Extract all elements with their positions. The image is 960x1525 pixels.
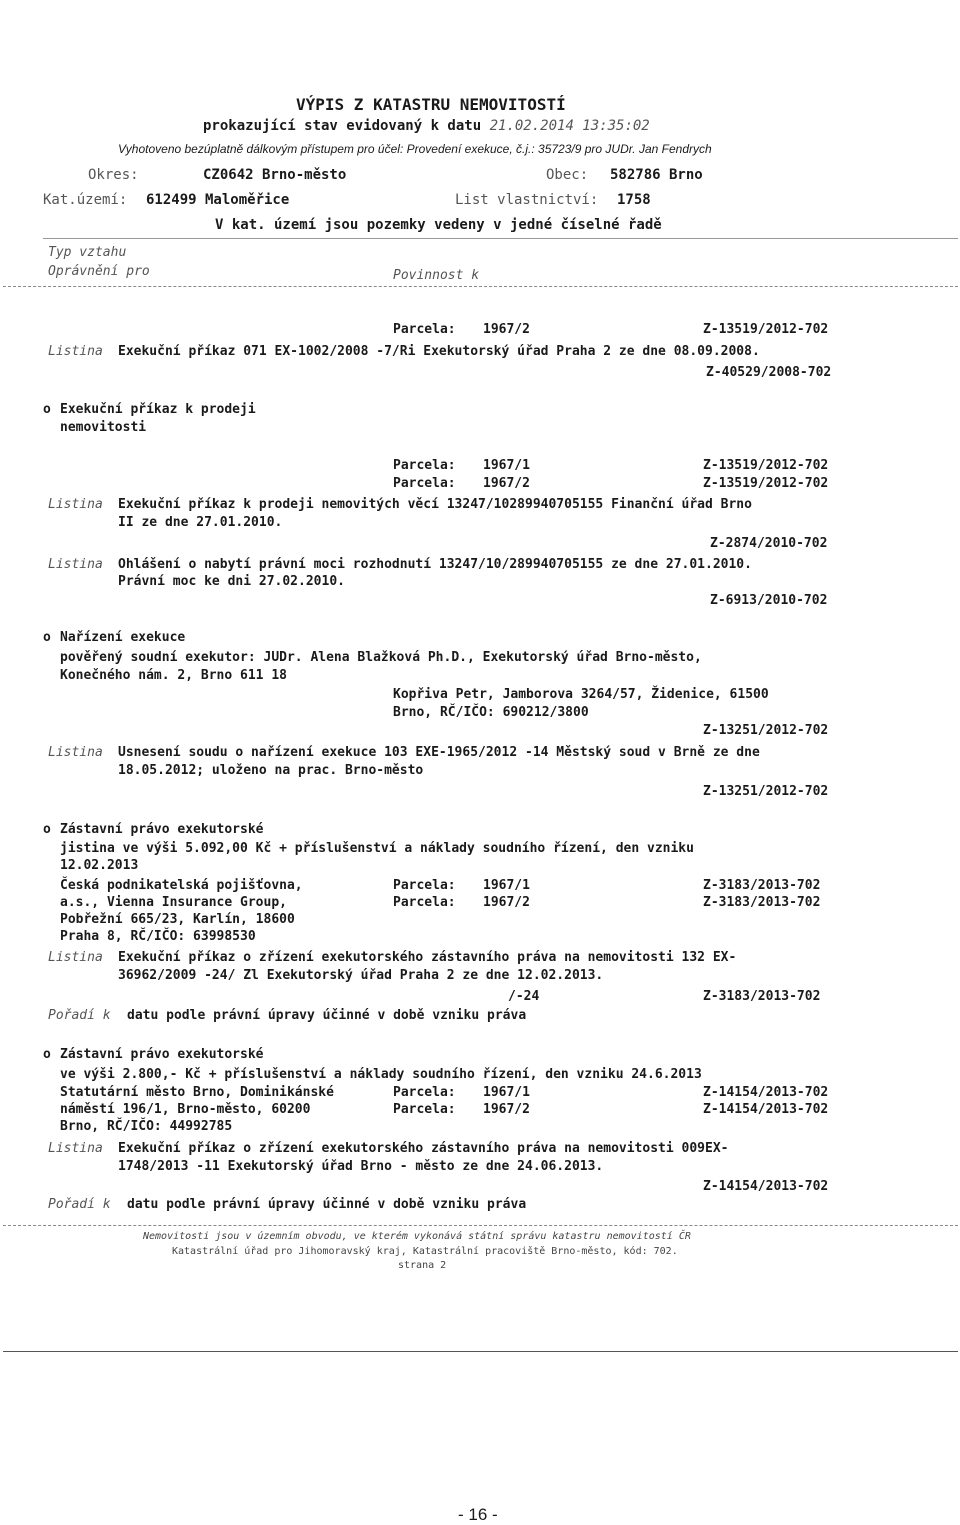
z-number: Z-6913/2010-702 (710, 593, 828, 608)
listina-label: Listina (48, 344, 103, 359)
z-number: Z-14154/2013-702 (703, 1179, 829, 1194)
lv-label: List vlastnictví: (455, 192, 599, 208)
poradi-text: datu podle právní úpravy účinné v době vzniku práva (127, 1008, 527, 1023)
parcela-label: Parcela: (393, 1085, 456, 1100)
z-number: Z-13251/2012-702 (703, 723, 829, 738)
listina-text: Právní moc ke dni 27.02.2010. (118, 574, 345, 589)
katuzemi-value: 612499 Maloměřice (146, 192, 290, 208)
divider (3, 1351, 958, 1352)
z-number: Z-13519/2012-702 (703, 322, 829, 337)
z-number: Z-3183/2013-702 (703, 895, 821, 910)
opravneny-text: Česká podnikatelská pojišťovna, (60, 878, 303, 893)
header-note: V kat. území jsou pozemky vedeny v jedné číselné řadě (215, 217, 662, 233)
listina-label: Listina (48, 1141, 103, 1156)
obec-label: Obec: (546, 167, 589, 183)
jistina-text: 12.02.2013 (60, 858, 139, 873)
parcela-number: 1967/1 (483, 458, 530, 473)
col-povinnost-k: Povinnost k (393, 268, 480, 283)
listina-text: Exekuční příkaz o zřízení exekutorského zástavního práva na nemovitosti 132 EX- (118, 950, 737, 965)
section-title-cont: nemovitosti (60, 420, 147, 435)
jistina-text: jistina ve výši 5.092,00 Kč + příslušenství a náklady soudního řízení, den vzniku (60, 841, 694, 856)
parcela-label: Parcela: (393, 878, 456, 893)
katuzemi-label: Kat.území: (43, 192, 128, 208)
z-number: Z-3183/2013-702 (703, 878, 821, 893)
opravneny-text: Praha 8, RČ/IČO: 63998530 (60, 929, 256, 944)
footer-line: Nemovitosti jsou v územním obvodu, ve kterém vykonává státní správu katastru nemovitostí ČR (143, 1231, 691, 1242)
divider (43, 238, 958, 239)
parcela-number: 1967/2 (483, 1102, 530, 1117)
listina-text: Exekuční příkaz k prodeji nemovitých věcí 13247/10289940705155 Finanční úřad Brno (118, 497, 752, 512)
opravneny-text: a.s., Vienna Insurance Group, (60, 895, 287, 910)
z-number: Z-40529/2008-702 (706, 365, 832, 380)
obec-value: 582786 Brno (610, 167, 703, 183)
povinny-text: Brno, RČ/IČO: 690212/3800 (393, 705, 589, 720)
parcela-number: 1967/2 (483, 895, 530, 910)
listina-label: Listina (48, 557, 103, 572)
parcela-number: 1967/2 (483, 322, 530, 337)
listina-text: Usnesení soudu o nařízení exekuce 103 EXE-1965/2012 -14 Městský soud v Brně ze dne (118, 745, 760, 760)
opravneny-text: náměstí 196/1, Brno-město, 60200 (60, 1102, 311, 1117)
subtitle-prefix: prokazující stav evidovaný k datu (203, 118, 482, 134)
parcela-label: Parcela: (393, 322, 456, 337)
bullet: o (43, 630, 51, 645)
page-number: - 16 - (458, 1505, 498, 1524)
listina-label: Listina (48, 950, 103, 965)
header-info: Vyhotoveno bezúplatně dálkovým přístupem pro účel: Provedení exekuce, č.j.: 35723/9 pro JUDr. Jan Fendrych (118, 142, 712, 156)
listina-text: II ze dne 27.01.2010. (118, 515, 283, 530)
parcela-label: Parcela: (393, 895, 456, 910)
listina-label: Listina (48, 745, 103, 760)
okres-label: Okres: (88, 167, 139, 183)
listina-text: Ohlášení o nabytí právní moci rozhodnutí 13247/10/289940705155 ze dne 27.01.2010. (118, 557, 752, 572)
z-number: Z-13519/2012-702 (703, 476, 829, 491)
section-title: Zástavní právo exekutorské (60, 1047, 264, 1062)
col-opravneni-pro: Oprávnění pro (48, 264, 150, 279)
opravneny-text: Pobřežní 665/23, Karlín, 18600 (60, 912, 295, 927)
bullet: o (43, 822, 51, 837)
divider (3, 1225, 958, 1226)
bullet: o (43, 402, 51, 417)
section-title: Exekuční příkaz k prodeji (60, 402, 256, 417)
z-number: Z-3183/2013-702 (703, 989, 821, 1004)
opravneny-text: Konečného nám. 2, Brno 611 18 (60, 668, 287, 683)
opravneny-text: Statutární město Brno, Dominikánské (60, 1085, 334, 1100)
listina-text: 18.05.2012; uloženo na prac. Brno-město (118, 763, 424, 778)
parcela-label: Parcela: (393, 476, 456, 491)
subtitle-date: 21.02.2014 13:35:02 (489, 118, 650, 134)
okres-value: CZ0642 Brno-město (203, 167, 347, 183)
parcela-number: 1967/1 (483, 878, 530, 893)
z-number: Z-2874/2010-702 (710, 536, 828, 551)
opravneny-text: pověřený soudní exekutor: JUDr. Alena Blažková Ph.D., Exekutorský úřad Brno-město, (60, 650, 702, 665)
lv-value: 1758 (617, 192, 651, 208)
listina-text: Exekuční příkaz 071 EX-1002/2008 -7/Ri Exekutorský úřad Praha 2 ze dne 08.09.2008. (118, 344, 760, 359)
poradi-label: Pořadí k (48, 1197, 111, 1212)
jistina-text: ve výši 2.800,- Kč + příslušenství a náklady soudního řízení, den vzniku 24.6.2013 (60, 1067, 702, 1082)
listina-text: 1748/2013 -11 Exekutorský úřad Brno - město ze dne 24.06.2013. (118, 1159, 604, 1174)
section-title: Zástavní právo exekutorské (60, 822, 264, 837)
poradi-text: datu podle právní úpravy účinné v době vzniku práva (127, 1197, 527, 1212)
section-title: Nařízení exekuce (60, 630, 186, 645)
listina-text: 36962/2009 -24/ Zl Exekutorský úřad Praha 2 ze dne 12.02.2013. (118, 968, 604, 983)
parcela-number: 1967/1 (483, 1085, 530, 1100)
footer-line: Katastrální úřad pro Jihomoravský kraj, Katastrální pracoviště Brno-město, kód: 702. (172, 1246, 678, 1257)
parcela-label: Parcela: (393, 1102, 456, 1117)
listina-label: Listina (48, 497, 103, 512)
listina-suffix: /-24 (508, 989, 540, 1004)
col-typ-vztahu: Typ vztahu (48, 245, 127, 260)
poradi-label: Pořadí k (48, 1008, 111, 1023)
subtitle (203, 118, 650, 135)
povinny-text: Kopřiva Petr, Jamborova 3264/57, Židenice, 61500 (393, 687, 769, 702)
parcela-label: Parcela: (393, 458, 456, 473)
z-number: Z-13251/2012-702 (703, 784, 829, 799)
bullet: o (43, 1047, 51, 1062)
divider (3, 286, 958, 287)
parcela-number: 1967/2 (483, 476, 530, 491)
opravneny-text: Brno, RČ/IČO: 44992785 (60, 1119, 233, 1134)
footer-page: strana 2 (398, 1260, 447, 1271)
z-number: Z-14154/2013-702 (703, 1085, 829, 1100)
listina-text: Exekuční příkaz o zřízení exekutorského zástavního práva na nemovitosti 009EX- (118, 1141, 729, 1156)
page-title: VÝPIS Z KATASTRU NEMOVITOSTÍ (296, 95, 566, 114)
z-number: Z-13519/2012-702 (703, 458, 829, 473)
z-number: Z-14154/2013-702 (703, 1102, 829, 1117)
